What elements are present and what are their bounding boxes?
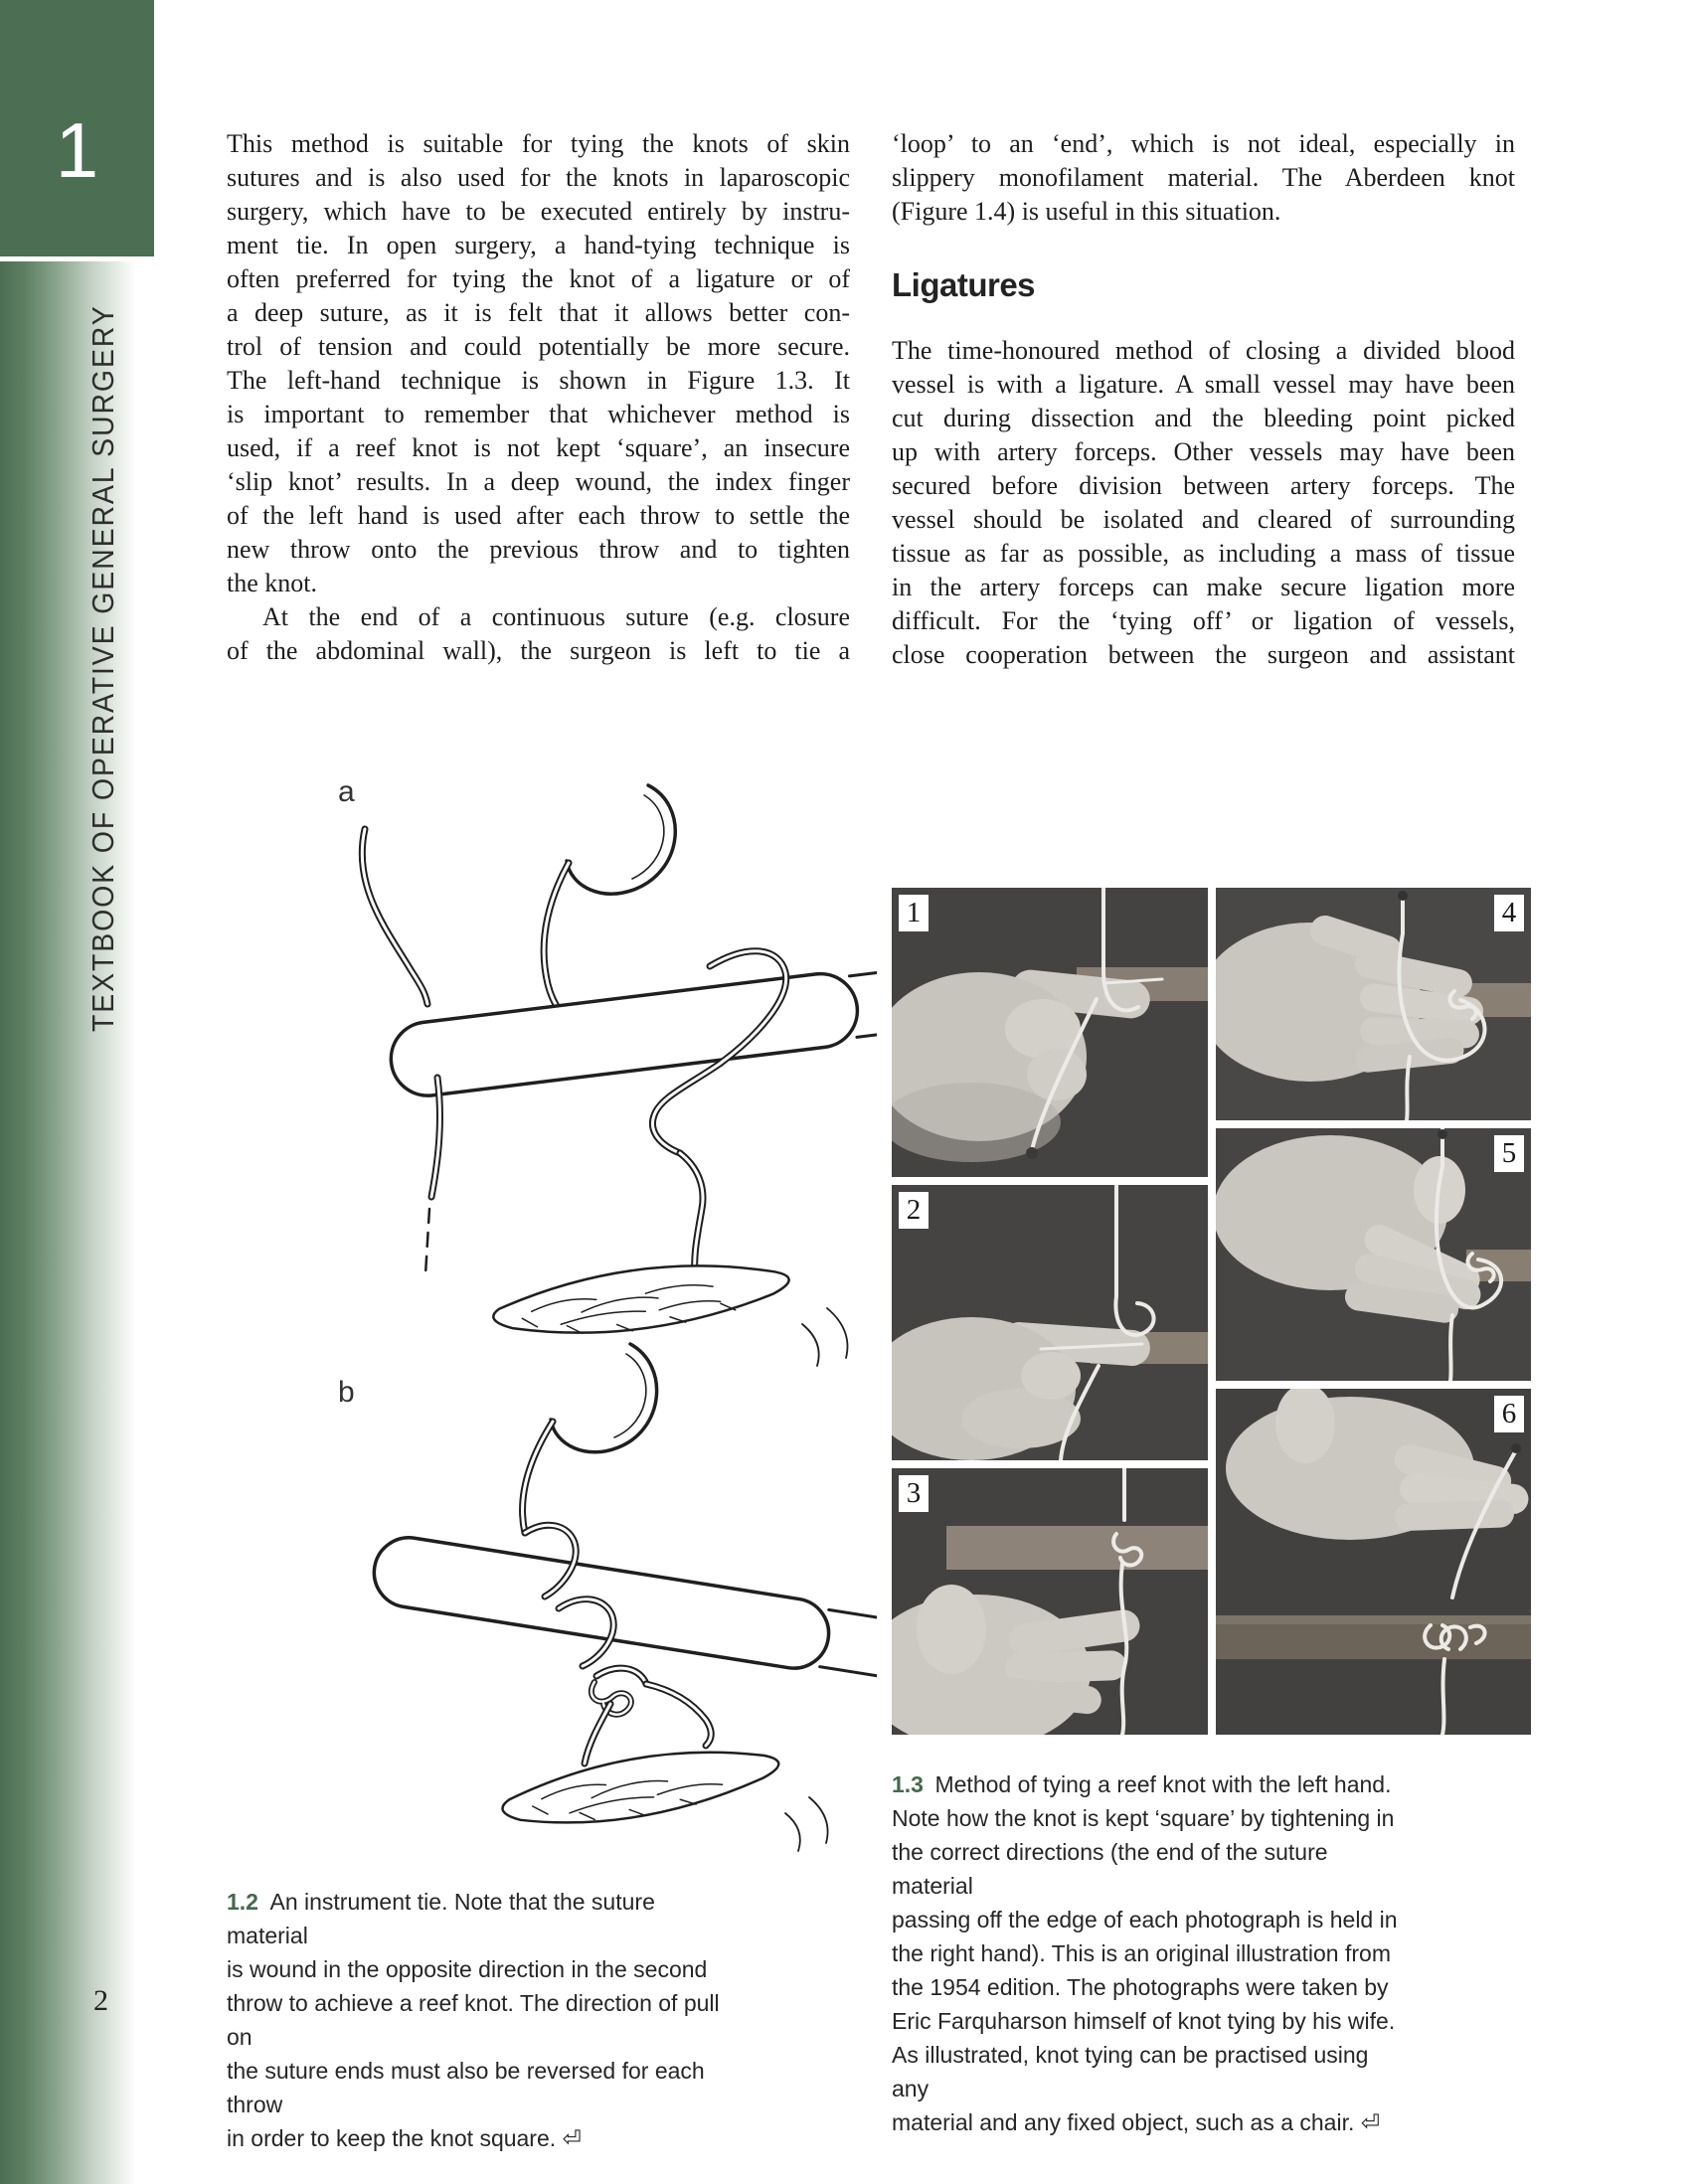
photo-4-image: [1216, 888, 1531, 1120]
text-line: surgery, which have to be executed entirely by instru-: [227, 197, 850, 226]
text-line: cut during dissection and the bleeding point picked: [892, 404, 1515, 432]
caption-line: throw to achieve a reef knot. The direction of pull on: [227, 1990, 720, 2050]
caption-line: Eric Farquharson himself of knot tying by his wife.: [892, 2008, 1396, 2034]
photo-2-image: [892, 1185, 1208, 1460]
figure-1-2-caption: [227, 1885, 736, 2155]
caption-line: the 1954 edition. The photographs were taken by: [892, 1974, 1389, 2000]
figure-1-3-photo-4: [1216, 888, 1531, 1120]
photo-6-image: [1216, 1389, 1531, 1735]
text-line: secured before division between artery forceps. The: [892, 471, 1515, 500]
caption-line: Note how the knot is kept ‘square’ by tightening in: [892, 1805, 1395, 1831]
photo-3-image: [892, 1468, 1208, 1735]
caption-line: in order to keep the knot square. ⏎: [227, 2125, 582, 2151]
caption-line: the right hand). This is an original illustration from: [892, 1940, 1391, 1966]
running-head: TEXTBOOK OF OPERATIVE GENERAL SURGERY: [85, 304, 120, 1033]
text-line: new throw onto the previous throw and to tighten: [227, 535, 850, 564]
text-line: vessel is with a ligature. A small vessel may have been: [892, 370, 1515, 399]
left-text-column: [227, 127, 850, 668]
text-line: difficult. For the ‘tying off’ or ligation of vessels,: [892, 606, 1515, 635]
text-line: ‘loop’ to an ‘end’, which is not ideal, especially in: [892, 129, 1515, 158]
text-line: (Figure 1.4) is useful in this situation.: [892, 197, 1281, 226]
text-line: a deep suture, as it is felt that it allows better con-: [227, 298, 850, 327]
photo-number-badge: 6: [1494, 1396, 1524, 1432]
text-line: the knot.: [227, 569, 317, 597]
text-line: trol of tension and could potentially be more secure.: [227, 332, 850, 361]
text-line: The left-hand technique is shown in Figure 1.3. It: [227, 366, 850, 395]
figure-number: 1.2: [227, 1889, 258, 1915]
photo-number-badge: 5: [1494, 1135, 1524, 1172]
text-line: often preferred for tying the knot of a ligature or of: [227, 264, 850, 293]
photo-5-image: [1216, 1128, 1531, 1381]
caption-line: As illustrated, knot tying can be practised using any: [892, 2042, 1369, 2101]
text-line: vessel should be isolated and cleared of surrounding: [892, 505, 1515, 534]
caption-line: material and any fixed object, such as a chair. ⏎: [892, 2109, 1381, 2135]
chapter-tab: [0, 0, 154, 256]
text-line: The time-honoured method of closing a divided blood: [892, 336, 1515, 365]
figure-part-label-a: a: [338, 775, 355, 808]
figure-number: 1.3: [892, 1771, 924, 1797]
text-line: used, if a reef knot is not kept ‘square’, an insecure: [227, 433, 850, 462]
text-line: tissue as far as possible, as including a mass of tissue: [892, 539, 1515, 568]
text-line: close cooperation between the surgeon and assistant: [892, 640, 1515, 669]
figure-1-3-photo-grid: [892, 888, 1531, 1735]
text-line: sutures and is also used for the knots in laparoscopic: [227, 163, 850, 192]
photo-number-badge: 1: [899, 895, 929, 931]
text-line: ‘slip knot’ results. In a deep wound, the index finger: [227, 467, 850, 496]
photo-number-badge: 4: [1494, 895, 1524, 931]
text-line: in the artery forceps can make secure ligation more: [892, 573, 1515, 601]
text-line: ment tie. In open surgery, a hand-tying technique is: [227, 231, 850, 259]
text-line: is important to remember that whichever method is: [227, 400, 850, 428]
text-line: of the abdominal wall), the surgeon is left to tie a: [227, 636, 850, 665]
section-heading: Ligatures: [892, 266, 1036, 303]
photo-number-badge: 2: [899, 1192, 929, 1229]
caption-line: 1.3 Method of tying a reef knot with the left hand.: [892, 1771, 1392, 1797]
text-line: of the left hand is used after each throw to settle the: [227, 501, 850, 530]
page-number: 2: [93, 1984, 108, 2017]
sidebar-gradient: [0, 261, 151, 2184]
figure-part-label-b: b: [338, 1376, 355, 1409]
caption-line: passing off the edge of each photograph is held in: [892, 1907, 1398, 1932]
figure-1-3-photo-5: [1216, 1128, 1531, 1381]
photo-1-image: [892, 888, 1208, 1177]
text-line: up with artery forceps. Other vessels may have been: [892, 437, 1515, 466]
caption-line: the suture ends must also be reversed for each throw: [227, 2058, 705, 2117]
right-text-column-top: [892, 127, 1515, 229]
figure-1-3-photo-2: [892, 1185, 1208, 1460]
caption-line: is wound in the opposite direction in the second: [227, 1956, 708, 1982]
chapter-number: 1: [55, 106, 99, 194]
caption-line: 1.2 An instrument tie. Note that the suture material: [227, 1889, 655, 1948]
text-line: At the end of a continuous suture (e.g. closure: [262, 602, 850, 631]
right-text-column-bottom: [892, 334, 1515, 672]
figure-1-3-photo-6: [1216, 1389, 1531, 1735]
photo-number-badge: 3: [899, 1475, 929, 1512]
text-line: slippery monofilament material. The Aberdeen knot: [892, 163, 1515, 192]
caption-line: the correct directions (the end of the suture material: [892, 1839, 1328, 1899]
figure-1-3-photo-1: [892, 888, 1208, 1177]
figure-1-2-drawing: [260, 738, 877, 1881]
text-line: This method is suitable for tying the knots of skin: [227, 129, 850, 158]
figure-1-3-caption: [892, 1767, 1401, 2139]
figure-1-3-photo-3: [892, 1468, 1208, 1735]
